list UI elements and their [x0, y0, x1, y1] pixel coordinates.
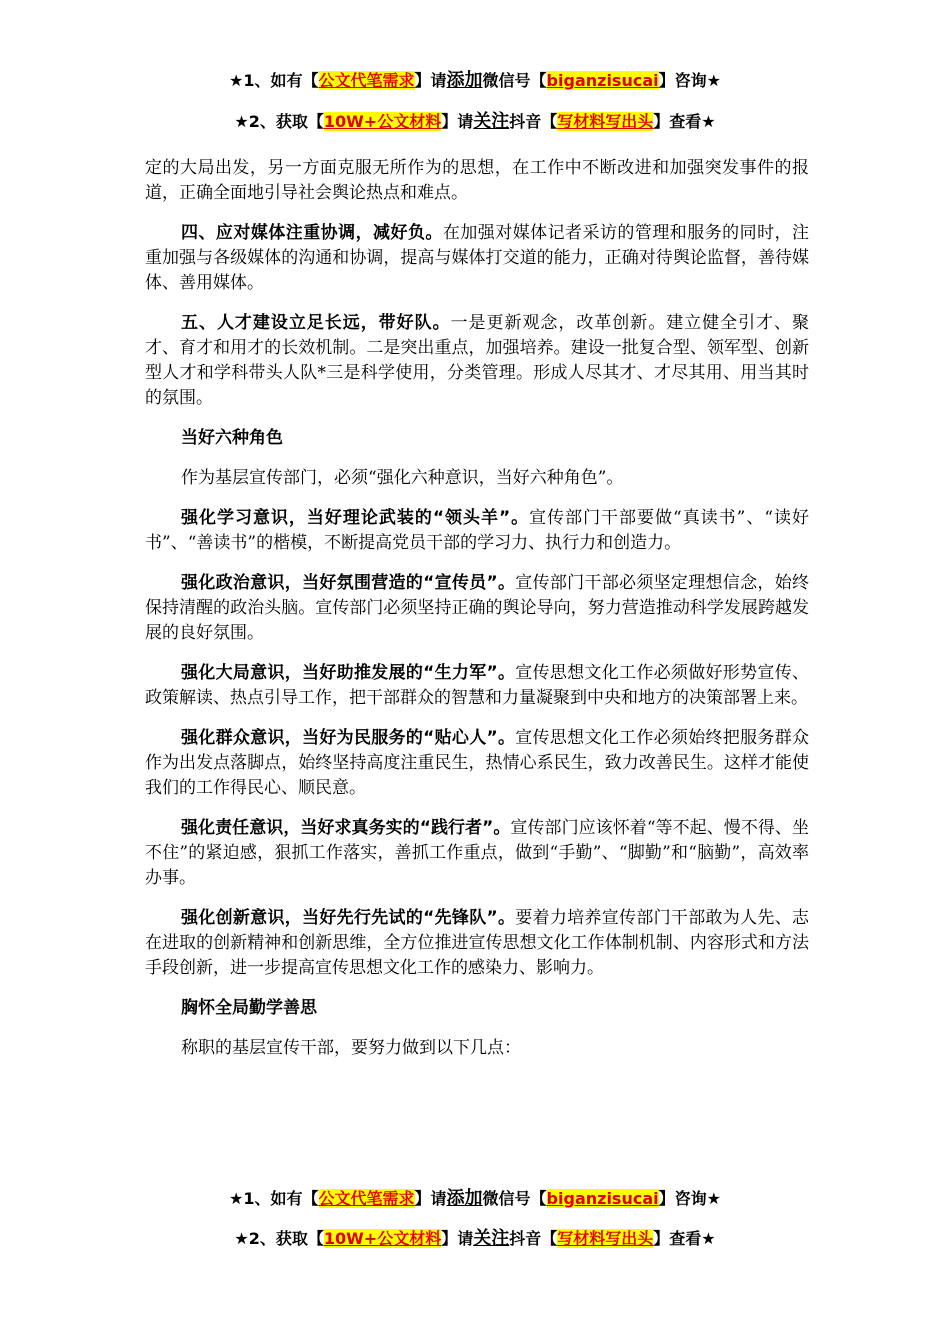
footer-line-2 — [0, 1228, 950, 1250]
section-heading: 胸怀全局勤学善思 — [181, 998, 317, 1018]
header-2-suffix: 】查看★ — [653, 112, 716, 131]
footer-1-highlight-service: 公文代笔需求 — [318, 1189, 415, 1208]
header-2-douyin-id: 写材料写出头 — [557, 112, 654, 131]
footer-1-text: 】请 — [414, 1189, 447, 1208]
header-1-text-2: 微信号【 — [482, 71, 547, 90]
header-line-2 — [0, 111, 950, 133]
paragraph-text: 宣传思想文化工作必须做好形势宣传、政策解读、热点引导工作，把干部群众的智慧和力量凝聚到中央和地方的决策部署上来。 — [145, 663, 809, 708]
paragraph-lead: 四、应对媒体注重协调，减好负。 — [181, 223, 443, 243]
footer-1-underlined: 添加 — [446, 1188, 483, 1209]
paragraph-lead: 五、人才建设立足长远，带好队。 — [181, 313, 451, 333]
header-2-highlight-materials: 10W+公文材料 — [323, 112, 442, 131]
paragraph-lead: 强化学习意识，当好理论武装的“领头羊”。 — [181, 508, 530, 528]
footer-2-prefix: ★2、获取【 — [234, 1229, 324, 1248]
paragraph — [145, 571, 809, 646]
header-1-highlight-service: 公文代笔需求 — [318, 71, 415, 90]
paragraph-text: 宣传思想文化工作必须始终把服务群众作为出发点落脚点，始终坚持高度注重民生，热情心系民生，致力改善民生。这样才能使我们的工作得民心、顺民意。 — [145, 728, 809, 798]
footer-1-prefix: ★1、如有【 — [229, 1189, 319, 1208]
header-1-underlined: 添加 — [446, 70, 483, 91]
document-body — [145, 156, 809, 1076]
paragraph-lead: 强化责任意识，当好求真务实的“践行者”。 — [181, 818, 511, 838]
header-line-1 — [0, 70, 950, 92]
footer-2-underlined: 关注 — [473, 1228, 510, 1249]
footer-line-1 — [0, 1188, 950, 1210]
paragraph: 称职的基层宣传干部，要努力做到以下几点： — [181, 1038, 521, 1058]
paragraph — [145, 221, 809, 296]
paragraph-text: 要着力培养宣传部门干部敢为人先、志在进取的创新精神和创新思维，全方位推进宣传思想文化工作体制机制、内容形式和方法手段创新，进一步提高宣传思想文化工作的感染力、影响力。 — [145, 908, 809, 978]
paragraph-text: 一是更新观念，改革创新。建立健全引才、聚才、育才和用才的长效机制。二是突出重点，加强培养。建设一批复合型、领军型、创新型人才和学科带头人队*三是科学使用，分类管理。形成人尽其才、才尽其用、用当其时的氛围。 — [145, 313, 810, 408]
paragraph-lead: 强化大局意识，当好助推发展的“生力军”。 — [181, 663, 516, 683]
paragraph-lead: 强化政治意识，当好氛围营造的“宣传员”。 — [181, 573, 516, 593]
paragraph-lead: 强化群众意识，当好为民服务的“贴心人”。 — [181, 728, 516, 748]
paragraph-text: 宣传部门干部要做“真读书”、“读好书”、“善读书”的楷模，不断提高党员干部的学习力、执行力和创造力。 — [145, 508, 809, 553]
footer-2-text: 】请 — [441, 1229, 474, 1248]
header-2-text: 】请 — [441, 112, 474, 131]
footer-2-suffix: 】查看★ — [653, 1229, 716, 1248]
header-1-wechat-id: biganzisucai — [546, 71, 659, 90]
footer-2-douyin-id: 写材料写出头 — [557, 1229, 654, 1248]
footer-1-wechat-id: biganzisucai — [546, 1189, 659, 1208]
paragraph-lead: 强化创新意识，当好先行先试的“先锋队”。 — [181, 908, 516, 928]
header-2-prefix: ★2、获取【 — [234, 112, 324, 131]
header-1-prefix: ★1、如有【 — [229, 71, 319, 90]
footer-1-text-2: 微信号【 — [482, 1189, 547, 1208]
paragraph-text: 宣传部门应该怀着“等不起、慢不得、坐不住”的紧迫感，狠抓工作落实，善抓工作重点，做到“手勤”、“脚勤”和“脑勤”，高效率办事。 — [145, 818, 809, 888]
header-1-text: 】请 — [414, 71, 447, 90]
paragraph — [145, 816, 809, 891]
paragraph-text: 在加强对媒体记者采访的管理和服务的同时，注重加强与各级媒体的沟通和协调，提高与媒体打交道的能力，正确对待舆论监督，善待媒体、善用媒体。 — [145, 223, 810, 293]
footer-2-highlight-materials: 10W+公文材料 — [323, 1229, 442, 1248]
header-2-text-2: 抖音【 — [509, 112, 558, 131]
paragraph — [145, 661, 809, 711]
footer-2-text-2: 抖音【 — [509, 1229, 558, 1248]
paragraph-text: 宣传部门干部必须坚定理想信念，始终保持清醒的政治头脑。宣传部门必须坚持正确的舆论导向，努力营造推动科学发展跨越发展的良好氛围。 — [145, 573, 809, 643]
section-heading: 当好六种角色 — [181, 428, 283, 448]
paragraph — [145, 906, 809, 981]
header-1-suffix: 】咨询★ — [658, 71, 721, 90]
paragraph — [145, 311, 809, 411]
header-2-underlined: 关注 — [473, 111, 510, 132]
paragraph — [145, 506, 809, 556]
footer-1-suffix: 】咨询★ — [658, 1189, 721, 1208]
paragraph — [145, 726, 809, 801]
paragraph: 定的大局出发，另一方面克服无所作为的思想，在工作中不断改进和加强突发事件的报道，正确全面地引导社会舆论热点和难点。 — [145, 158, 809, 203]
paragraph: 作为基层宣传部门，必须“强化六种意识，当好六种角色”。 — [181, 468, 624, 488]
